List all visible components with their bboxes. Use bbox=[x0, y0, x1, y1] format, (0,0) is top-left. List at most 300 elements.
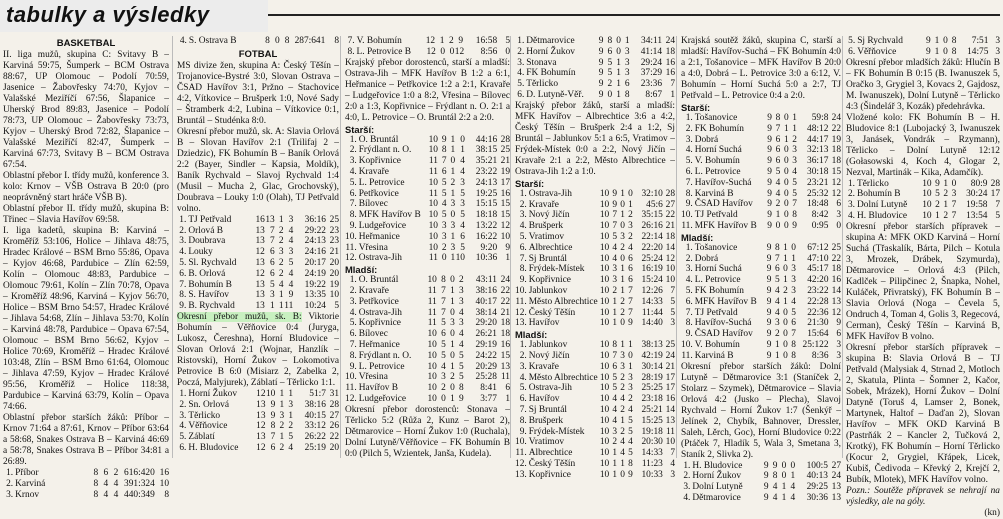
table-cell-l: 7 bbox=[628, 296, 633, 307]
table-cell-pts: 21 bbox=[665, 361, 675, 372]
table-cell-d: 1 bbox=[279, 388, 285, 399]
table-cell-score: 23:21 bbox=[807, 177, 829, 188]
table-cell-d: 2 bbox=[449, 36, 454, 46]
table-cell-l: 5 bbox=[628, 426, 633, 437]
table-cell-n: 8. bbox=[349, 350, 357, 361]
table-cell-w: 10 bbox=[265, 388, 276, 399]
table-cell-pts: 0 bbox=[836, 220, 841, 231]
table-cell-gp: 10 bbox=[922, 200, 932, 211]
table-cell-team: TJ Petřvald bbox=[188, 214, 232, 225]
table-cell-score: 15:24 bbox=[641, 275, 663, 286]
table-cell-team: V. Bohumín bbox=[694, 156, 740, 167]
table-cell-w: 3 bbox=[612, 264, 618, 275]
table-cell-team: L. Petrovice bbox=[694, 275, 741, 286]
table-cell-team: Kopřivnice bbox=[358, 318, 401, 329]
table-cell-d: 1 bbox=[783, 253, 788, 264]
table-cell-pts: 31 bbox=[329, 388, 339, 399]
table-row bbox=[515, 383, 675, 394]
table-cell-gp: 9 bbox=[598, 36, 604, 46]
table-cell-w: 5 bbox=[441, 350, 446, 361]
table-cell-n: 3. bbox=[519, 361, 527, 372]
table-cell-d: 1 bbox=[450, 145, 456, 156]
table-row bbox=[345, 156, 510, 167]
table-row bbox=[177, 215, 339, 226]
table-cell-l: 3 bbox=[951, 189, 957, 200]
table-cell-d: 4 bbox=[620, 437, 625, 448]
table-cell-l: 3 bbox=[628, 221, 633, 232]
table-cell-w: 4 bbox=[775, 188, 781, 199]
table-cell-w: 1 bbox=[270, 301, 275, 312]
table-cell-gp: 10 bbox=[599, 199, 610, 210]
table-cell-pts: 9 bbox=[836, 318, 841, 329]
table-cell-pts: 20 bbox=[329, 442, 339, 453]
table-cell-team: Kopřivnice bbox=[358, 156, 401, 167]
standings-table bbox=[345, 36, 510, 47]
table-cell-d: 1 bbox=[620, 285, 625, 296]
table-cell-pts: 18 bbox=[831, 156, 841, 167]
table-cell-w: 4 bbox=[772, 482, 778, 493]
table-cell-d: 0 bbox=[620, 253, 625, 264]
table-cell-d: 0 bbox=[783, 166, 789, 177]
table-cell-l: 1 bbox=[624, 36, 630, 46]
table-cell-w: 4 bbox=[441, 361, 446, 372]
table-row bbox=[515, 318, 675, 329]
table-cell-l: 4 bbox=[790, 492, 796, 503]
table-cell-pts: 5 bbox=[670, 307, 675, 318]
table-cell-score: 14:33 bbox=[641, 448, 663, 459]
table-cell-d: 2 bbox=[278, 268, 284, 279]
table-cell-w: 5 bbox=[441, 210, 447, 221]
table-cell-w: 13 bbox=[265, 214, 275, 225]
table-cell-gp: 9 bbox=[767, 188, 772, 199]
results-paragraph: Okresní přebor mužů, sk. A: Slavia Orlová B – Slovan Havířov 2:1 (Trilifaj 2 – Dziedzic), FK Bohumín B – Baník Orlová 2:2 (Bayer, Sindler – Kapsia, Moldík), Baník Rychvald – Slavoj Rychvald 1:4 (Musil – Mucha 2, Glac, Grochovský), Doubrava – Louky 1:0 (Olah), TJ Petřvald volno. bbox=[177, 126, 339, 214]
table-cell-l: 7 bbox=[628, 285, 633, 296]
table-cell-pts: 7 bbox=[995, 200, 1000, 211]
table-cell-w: 0 bbox=[441, 393, 446, 404]
table-cell-l: 5 bbox=[791, 307, 796, 318]
table-cell-n: 5. bbox=[519, 383, 527, 394]
table-cell-l: 8 bbox=[791, 339, 796, 350]
table-cell-d: 1 bbox=[450, 166, 456, 177]
table-cell-d: 0 bbox=[783, 156, 789, 167]
table-cell-pts: 1 bbox=[505, 253, 510, 264]
table-row bbox=[345, 394, 510, 405]
table-cell-gp: 9 bbox=[598, 57, 604, 68]
table-row bbox=[681, 286, 841, 297]
table-cell-pts: 7 bbox=[670, 285, 675, 296]
table-cell-pts: 28 bbox=[500, 134, 510, 145]
table-cell-d: 3 bbox=[450, 220, 456, 231]
table-cell-team: FK Bohumín bbox=[526, 68, 576, 79]
table-cell-n: 2. bbox=[519, 199, 527, 210]
section-heading-football: FOTBAL bbox=[238, 48, 278, 60]
table-cell-team: Horní Žukov bbox=[526, 46, 575, 57]
table-cell-pts: 3 bbox=[670, 318, 675, 329]
table-cell-l: 9 bbox=[792, 220, 797, 231]
table-cell-w: 7 bbox=[441, 156, 447, 167]
table-row bbox=[177, 247, 339, 258]
table-cell-n: 2. bbox=[517, 46, 525, 57]
table-cell-pts: 3 bbox=[836, 210, 841, 221]
table-cell-pts: 12 bbox=[831, 177, 841, 188]
table-cell-w: 1 bbox=[612, 469, 618, 480]
table-cell-pts: 13 bbox=[500, 361, 510, 372]
table-cell-team: Ludgeřovice bbox=[358, 220, 407, 231]
table-cell-score: 19:18 bbox=[641, 426, 663, 437]
table-cell-n: 1. bbox=[517, 36, 525, 46]
table-cell-score: 40:15 bbox=[304, 410, 326, 421]
page-title: tabulky a výsledky bbox=[6, 2, 210, 27]
table-cell-w: 0 bbox=[440, 46, 446, 57]
table-cell-n: 6. bbox=[349, 188, 357, 199]
table-cell-gp: 10 bbox=[427, 361, 437, 372]
table-cell-n: 4. bbox=[519, 372, 527, 383]
table-cell-l: 6 bbox=[628, 253, 633, 264]
table-cell-team: O. Bruntál bbox=[358, 134, 399, 145]
table-cell-pts: 16 bbox=[665, 57, 675, 68]
table-cell-score: 23:36 bbox=[640, 79, 663, 90]
table-cell-gp: 10 bbox=[599, 404, 610, 415]
table-cell-gp: 11 bbox=[427, 285, 437, 296]
table-row bbox=[681, 318, 841, 329]
table-cell-gp: 13 bbox=[255, 279, 265, 290]
table-row bbox=[515, 90, 675, 101]
table-cell-d: 1 bbox=[450, 296, 455, 307]
table-cell-n: 11. bbox=[515, 296, 527, 307]
table-cell-l: 2 bbox=[628, 231, 633, 242]
table-cell-n: 2. bbox=[683, 471, 691, 482]
table-cell-team: Kopřivnice bbox=[528, 469, 571, 480]
table-cell-score: 59:8 bbox=[811, 113, 829, 123]
table-cell-pts: 10 bbox=[329, 290, 339, 301]
table-cell-w: 1 bbox=[774, 339, 780, 350]
table-cell-team: Havířov bbox=[528, 318, 560, 329]
table-row bbox=[345, 297, 510, 308]
table-cell-pts: 16 bbox=[159, 468, 169, 478]
table-cell-team: Petřkovice bbox=[358, 188, 399, 199]
table-cell-score: 29:20 bbox=[475, 318, 497, 329]
table-cell-l: 5 bbox=[459, 350, 464, 361]
table-row bbox=[3, 490, 169, 501]
table-cell-l: 8 bbox=[791, 350, 796, 361]
table-cell-score: 80:9 bbox=[970, 178, 988, 189]
table-cell-l: 4 bbox=[288, 268, 294, 279]
table-cell-gp: 9 bbox=[763, 492, 769, 503]
table-cell-team: Vratimov bbox=[528, 437, 565, 448]
table-cell-score: 616:420 bbox=[124, 468, 155, 478]
table-cell-score: 21:30 bbox=[807, 318, 829, 329]
table-cell-d: 3 bbox=[450, 242, 456, 253]
table-cell-n: 7. bbox=[519, 253, 527, 264]
table-cell-score: 41:14 bbox=[640, 46, 663, 57]
table-cell-gp: 9 bbox=[766, 264, 772, 275]
table-cell-pts: 13 bbox=[665, 415, 675, 426]
table-cell-l: 4 bbox=[792, 166, 797, 177]
table-row bbox=[846, 211, 1000, 222]
table-cell-n: 2. bbox=[179, 399, 187, 410]
table-cell-w: 1 bbox=[439, 36, 445, 46]
table-cell-team: B. Rychvald bbox=[188, 301, 235, 312]
table-cell-pts: 11 bbox=[500, 372, 510, 383]
table-cell-gp: 10 bbox=[922, 189, 932, 200]
table-cell-score: 20:30 bbox=[641, 437, 663, 448]
table-cell-gp: 10 bbox=[427, 350, 437, 361]
table-cell-team: Dětmarovice bbox=[526, 36, 575, 46]
table-cell-d: 1 bbox=[620, 188, 625, 199]
table-cell-d: 2 bbox=[943, 189, 949, 200]
table-cell-d: 0 bbox=[450, 383, 455, 394]
table-cell-l: 2 bbox=[628, 210, 633, 221]
table-cell-w: 2 bbox=[775, 199, 781, 210]
table-cell-l: 4 bbox=[288, 279, 294, 290]
table-cell-w: 2 bbox=[612, 437, 618, 448]
table-cell-team: Frýdlant n. O. bbox=[358, 145, 412, 156]
table-row bbox=[681, 156, 841, 167]
table-cell-n: 10. bbox=[515, 437, 527, 448]
table-cell-d: 1 bbox=[450, 285, 455, 296]
table-cell-team: Brušperk bbox=[528, 221, 564, 232]
table-cell-score: 30:14 bbox=[641, 361, 663, 372]
table-cell-pts: 10 bbox=[500, 231, 510, 242]
table-cell-l: 11 bbox=[284, 301, 294, 312]
table-cell-gp: 12 bbox=[255, 268, 265, 279]
table-cell-d: 1 bbox=[943, 178, 949, 189]
table-cell-w: 4 bbox=[772, 492, 778, 503]
table-cell-score: 26:21 bbox=[475, 329, 497, 340]
table-cell-w: 1 bbox=[612, 448, 618, 459]
table-row bbox=[345, 329, 510, 340]
table-row bbox=[3, 468, 169, 479]
column-5 bbox=[676, 36, 845, 503]
table-row bbox=[515, 340, 675, 351]
table-cell-pts: 23 bbox=[329, 236, 339, 247]
table-row bbox=[345, 145, 510, 156]
table-cell-l: 5 bbox=[288, 432, 294, 443]
table-cell-n: 3. bbox=[179, 236, 187, 247]
table-cell-gp: 13 bbox=[255, 225, 265, 236]
table-cell-n: 4. bbox=[519, 221, 527, 232]
table-cell-w: 4 bbox=[612, 415, 618, 426]
table-cell-d: 0 bbox=[783, 220, 789, 231]
table-cell-w: 5 bbox=[775, 166, 781, 177]
table-cell-team: Ludgeřovice bbox=[358, 393, 407, 404]
table-cell-d: 0 bbox=[783, 329, 788, 340]
standings-table bbox=[177, 389, 339, 454]
table-cell-d: 1 bbox=[450, 393, 455, 404]
table-cell-d: 0 bbox=[943, 36, 948, 46]
table-cell-l: 3 bbox=[791, 275, 796, 286]
table-cell-pts: 18 bbox=[500, 318, 510, 329]
table-cell-score: 40:17 bbox=[475, 296, 497, 307]
table-cell-d: 1 bbox=[781, 492, 787, 503]
table-cell-team: Těrlicko bbox=[188, 410, 221, 421]
table-cell-w: 6 bbox=[441, 166, 447, 177]
table-cell-d: 3 bbox=[450, 199, 456, 210]
table-row bbox=[345, 286, 510, 297]
table-cell-n: 6. bbox=[179, 442, 187, 453]
table-cell-team: S. Ostrava B bbox=[188, 36, 237, 46]
table-cell-n: 5. bbox=[848, 36, 856, 46]
table-cell-pts: 10 bbox=[159, 478, 169, 489]
table-cell-team: MFK Havířov B bbox=[694, 220, 757, 231]
table-cell-d: 1 bbox=[278, 214, 284, 225]
table-cell-pts: 13 bbox=[831, 482, 841, 493]
standings-table bbox=[681, 113, 841, 232]
table-cell-score: 0:95 bbox=[811, 220, 829, 231]
table-cell-gp: 9 bbox=[763, 482, 769, 493]
table-cell-score: 28:19 bbox=[641, 372, 663, 383]
table-cell-d: 1 bbox=[620, 340, 625, 351]
table-row bbox=[681, 254, 841, 265]
standings-table bbox=[177, 36, 339, 47]
table-cell-team: Dobrá bbox=[694, 134, 719, 145]
table-cell-score: 25:122 bbox=[802, 339, 829, 350]
table-cell-pts: 20 bbox=[329, 268, 339, 279]
table-cell-team: Sj Bruntál bbox=[528, 404, 568, 415]
table-row bbox=[681, 243, 841, 254]
table-cell-w: 4 bbox=[612, 253, 618, 264]
table-cell-d: 0 bbox=[783, 113, 789, 123]
subheading-starsi: Starší: bbox=[345, 123, 375, 135]
table-cell-gp: 10 bbox=[599, 383, 610, 394]
table-row bbox=[681, 471, 841, 482]
table-cell-score: 26:16 bbox=[641, 221, 663, 232]
table-cell-score: 12:26 bbox=[641, 285, 663, 296]
table-cell-d: 0 bbox=[450, 156, 456, 167]
table-cell-w: 8 bbox=[772, 471, 778, 482]
table-cell-l: 4 bbox=[459, 329, 464, 340]
table-row bbox=[345, 308, 510, 319]
table-cell-l: 2 bbox=[459, 275, 464, 286]
table-cell-n: 8. bbox=[519, 264, 527, 275]
table-cell-w: 9 bbox=[612, 199, 618, 210]
table-cell-w: 8 bbox=[270, 421, 276, 432]
table-cell-score: 440:349 bbox=[124, 489, 155, 500]
table-cell-d: 3 bbox=[278, 247, 284, 258]
table-row bbox=[515, 58, 675, 69]
table-cell-n: 1. bbox=[519, 340, 527, 351]
table-cell-w: 7 bbox=[612, 210, 618, 221]
table-cell-l: 5 bbox=[288, 257, 294, 268]
table-cell-gp: 11 bbox=[428, 188, 438, 199]
standings-table bbox=[515, 189, 675, 329]
table-row bbox=[345, 178, 510, 189]
table-row bbox=[177, 389, 339, 400]
table-cell-l: 4 bbox=[288, 236, 294, 247]
table-row bbox=[345, 36, 510, 47]
table-cell-d: 0 bbox=[783, 210, 789, 221]
table-cell-pts: 12 bbox=[665, 253, 675, 264]
table-cell-d: 1 bbox=[943, 200, 949, 211]
table-cell-n: 5. bbox=[349, 177, 357, 188]
table-cell-d: 2 bbox=[620, 307, 625, 318]
table-row bbox=[846, 47, 1000, 58]
table-cell-n: 11. bbox=[681, 220, 693, 231]
table-cell-n: 2. bbox=[349, 145, 357, 156]
table-cell-l: 3 bbox=[459, 285, 464, 296]
table-cell-l: 6 bbox=[791, 318, 796, 329]
table-cell-team: Záblatí bbox=[188, 432, 215, 443]
table-cell-n: 7. bbox=[179, 279, 187, 290]
table-cell-l: 4 bbox=[791, 296, 796, 307]
table-cell-d: 0 bbox=[783, 350, 788, 361]
table-cell-pts: 22 bbox=[831, 123, 841, 134]
table-row bbox=[681, 145, 841, 156]
table-cell-w: 1 bbox=[774, 350, 780, 361]
table-cell-pts: 21 bbox=[665, 221, 675, 232]
table-row bbox=[681, 199, 841, 210]
table-cell-l: 3 bbox=[624, 68, 630, 79]
table-cell-team: Věřňovice bbox=[188, 421, 228, 432]
table-cell-pts: 5 bbox=[670, 296, 675, 307]
table-cell-l: 3 bbox=[792, 156, 797, 167]
table-cell-d: 2 bbox=[450, 372, 455, 383]
table-cell-n: 3. bbox=[349, 296, 357, 307]
table-cell-gp: 10 bbox=[427, 383, 437, 394]
table-cell-team: Kopřivnice bbox=[528, 275, 571, 286]
table-cell-score: 22:36 bbox=[807, 307, 829, 318]
table-row bbox=[681, 461, 841, 472]
table-cell-n: 3. bbox=[517, 57, 525, 68]
table-cell-n: 12. bbox=[515, 458, 527, 469]
table-cell-n: 6. bbox=[179, 268, 187, 279]
table-cell-pts: 18 bbox=[665, 46, 675, 57]
table-cell-l: 7 bbox=[791, 329, 796, 340]
table-cell-d: 2 bbox=[620, 242, 625, 253]
table-cell-pts: 5 bbox=[334, 301, 339, 312]
table-cell-pts: 14 bbox=[665, 242, 675, 253]
table-cell-pts: 12 bbox=[831, 307, 841, 318]
table-row bbox=[515, 362, 675, 373]
table-cell-d: 0 bbox=[943, 46, 948, 57]
table-cell-n: 1. bbox=[349, 275, 357, 286]
table-cell-w: 3 bbox=[612, 426, 618, 437]
table-cell-gp: 11 bbox=[428, 253, 438, 264]
table-cell-n: 2. bbox=[349, 285, 357, 296]
table-cell-score: 25:32 bbox=[807, 188, 829, 199]
table-cell-score: 8:56 bbox=[480, 46, 498, 57]
table-cell-d: 2 bbox=[278, 225, 284, 236]
table-cell-d: 0 bbox=[620, 469, 625, 480]
table-cell-l: 2 bbox=[792, 134, 797, 145]
table-cell-score: 48:12 bbox=[807, 123, 829, 134]
table-cell-l: 7 bbox=[951, 210, 957, 221]
table-cell-score: 23:18 bbox=[641, 394, 663, 405]
table-cell-l: 0 bbox=[628, 350, 633, 361]
table-cell-pts: 20 bbox=[329, 257, 339, 268]
table-cell-gp: 10 bbox=[428, 231, 438, 242]
table-row bbox=[515, 373, 675, 384]
table-cell-w: 4 bbox=[103, 478, 109, 489]
table-cell-gp: 9 bbox=[763, 460, 769, 471]
page-header bbox=[0, 0, 1000, 32]
table-row bbox=[515, 36, 675, 47]
table-cell-l: 6 bbox=[628, 275, 633, 286]
table-cell-score: 38:16 bbox=[475, 285, 497, 296]
table-cell-n: 7. bbox=[349, 339, 357, 350]
table-cell-pts: 22 bbox=[500, 296, 510, 307]
table-cell-team: Stonava bbox=[526, 57, 557, 68]
table-cell-n: 6. bbox=[349, 329, 357, 340]
table-cell-score: 7:51 bbox=[971, 36, 989, 46]
table-cell-team: Sj Bruntál bbox=[528, 253, 568, 264]
table-cell-team: H. Bludovice bbox=[857, 210, 908, 221]
table-cell-gp: 16 bbox=[255, 214, 265, 225]
table-cell-d: 0 bbox=[783, 318, 788, 329]
table-cell-d: 2 bbox=[620, 404, 625, 415]
table-cell-gp: 13 bbox=[256, 410, 266, 421]
table-cell-gp: 9 bbox=[598, 89, 604, 100]
